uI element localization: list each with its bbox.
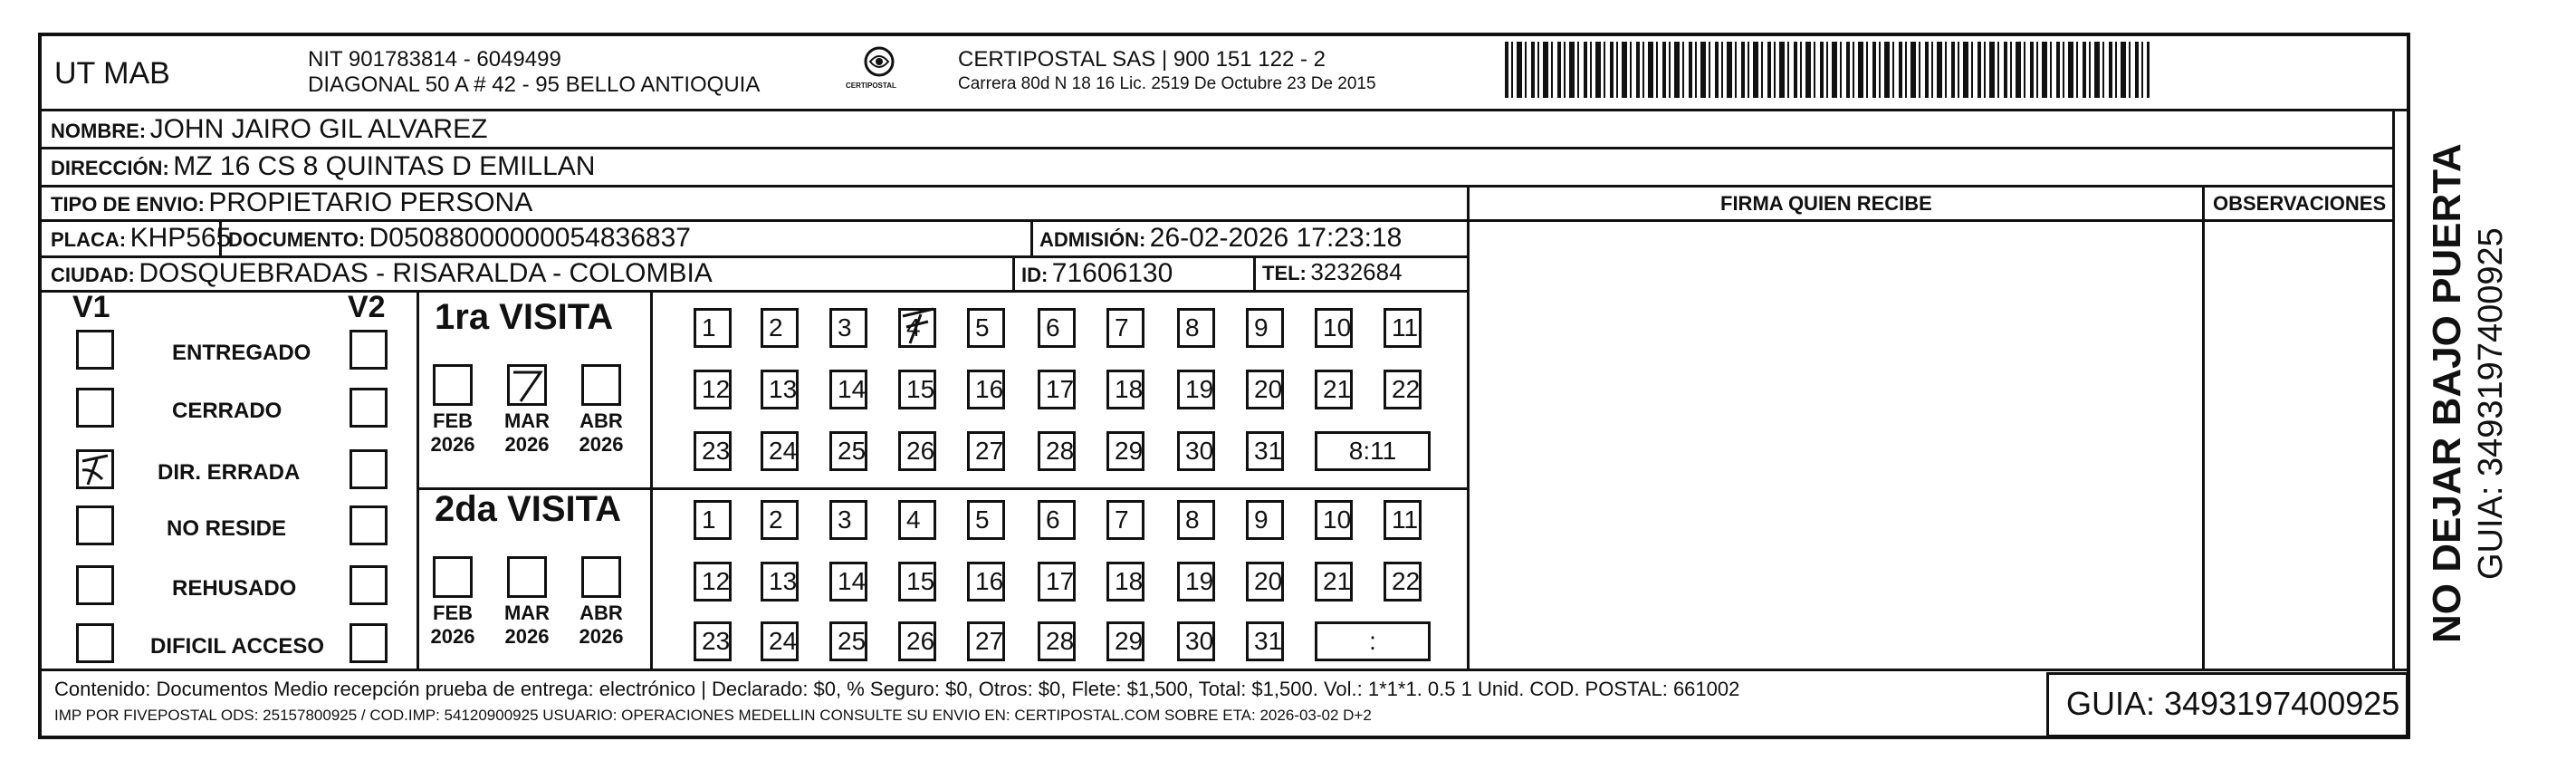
- day-box[interactable]: [1177, 370, 1215, 409]
- status-label: DIR. ERRADA: [158, 460, 301, 485]
- day-box[interactable]: [761, 308, 799, 348]
- v1-checkbox[interactable]: [76, 565, 114, 605]
- documento-value: D05088000000054836837: [369, 223, 691, 253]
- day-number: 11: [1392, 313, 1419, 342]
- day-box[interactable]: [898, 308, 936, 348]
- day-box[interactable]: [1315, 308, 1353, 348]
- day-number: 12: [702, 375, 731, 403]
- month-year: 2026: [579, 625, 624, 648]
- day-number: 20: [1254, 567, 1283, 595]
- logo-text: CERTIPOSTAL: [846, 82, 896, 90]
- v2-checkbox[interactable]: [350, 388, 388, 428]
- month-label: [574, 602, 628, 649]
- day-number: 15: [906, 375, 935, 403]
- v2-checkbox[interactable]: [350, 623, 388, 663]
- day-number: 21: [1323, 567, 1352, 595]
- divider: [40, 669, 2408, 671]
- v2-checkbox[interactable]: [350, 449, 388, 489]
- divider: [1253, 255, 1256, 290]
- barcode: [1505, 42, 2150, 98]
- certipostal-name: CERTIPOSTAL SAS | 900 151 122 - 2: [958, 47, 1326, 72]
- month-name: ABR: [579, 409, 623, 432]
- ciudad-cell: [51, 258, 713, 289]
- day-number: 30: [1185, 437, 1214, 465]
- time-box[interactable]: :: [1315, 621, 1431, 661]
- day-number: 27: [975, 437, 1004, 465]
- id-cell: [1021, 258, 1173, 289]
- day-box[interactable]: [1106, 500, 1144, 540]
- day-box[interactable]: [694, 308, 732, 348]
- admision-value: 26-02-2026 17:23:18: [1149, 223, 1403, 253]
- no-dejar-text: NO DEJAR BAJO PUERTA: [2425, 143, 2469, 643]
- guia-footer: GUIA: 3493197400925: [2066, 685, 2400, 722]
- divider: [417, 290, 419, 669]
- day-box[interactable]: [1246, 500, 1284, 540]
- tel-value: 3232684: [1310, 258, 1403, 285]
- day-number: 31: [1254, 437, 1283, 465]
- day-box[interactable]: [898, 370, 936, 409]
- day-box[interactable]: [967, 308, 1005, 348]
- day-number: 6: [1046, 313, 1060, 342]
- day-number: 22: [1392, 375, 1421, 403]
- day-box[interactable]: [1038, 562, 1076, 602]
- tipo-label: TIPO DE ENVIO:: [51, 193, 205, 216]
- day-box[interactable]: [967, 370, 1005, 409]
- day-box[interactable]: [1384, 500, 1422, 540]
- day-number: 19: [1185, 375, 1214, 403]
- day-number: 19: [1185, 567, 1214, 595]
- divider: [2202, 185, 2205, 670]
- day-box[interactable]: [1246, 370, 1284, 409]
- month-label: [426, 602, 480, 649]
- month-label: [500, 602, 554, 649]
- day-box[interactable]: [898, 621, 936, 661]
- day-number: 31: [1254, 627, 1283, 655]
- tel-label: TEL:: [1262, 262, 1307, 284]
- month-checkbox[interactable]: [507, 556, 547, 598]
- v2-checkbox[interactable]: [350, 565, 388, 605]
- documento-label: DOCUMENTO:: [228, 228, 366, 251]
- day-box[interactable]: [694, 621, 732, 661]
- day-box[interactable]: [1106, 621, 1144, 661]
- direccion-label: DIRECCIÓN:: [51, 157, 169, 179]
- day-number: 7: [1115, 313, 1129, 342]
- month-name: MAR: [503, 409, 551, 432]
- day-box[interactable]: [967, 562, 1005, 602]
- month-year: 2026: [579, 433, 624, 456]
- day-box[interactable]: [1246, 621, 1284, 661]
- day-box[interactable]: [1246, 431, 1284, 471]
- day-box[interactable]: [694, 431, 732, 471]
- time-box[interactable]: 8:11: [1315, 431, 1431, 471]
- day-number: 23: [702, 627, 731, 655]
- day-number: 15: [906, 567, 935, 595]
- day-box[interactable]: [1384, 370, 1422, 409]
- v2-label: V2: [348, 290, 386, 324]
- placa-value: KHP565: [129, 223, 232, 253]
- status-label: DIFICIL ACCESO: [150, 634, 325, 659]
- day-box[interactable]: [1106, 370, 1144, 409]
- day-number: 3: [838, 313, 852, 342]
- company-name: UT MAB: [54, 56, 170, 91]
- status-label: CERRADO: [172, 399, 282, 423]
- day-number: 4: [906, 505, 921, 534]
- day-box[interactable]: [829, 370, 867, 409]
- ciudad-label: CIUDAD:: [51, 264, 135, 286]
- tipo-row: [51, 188, 532, 218]
- day-box[interactable]: [1038, 308, 1076, 348]
- day-number: 9: [1254, 505, 1269, 534]
- day-box[interactable]: [829, 500, 867, 540]
- day-box[interactable]: [694, 370, 732, 409]
- day-number: 5: [975, 505, 990, 534]
- divider: [40, 109, 2408, 111]
- month-checkbox[interactable]: [433, 556, 473, 598]
- certipostal-logo: [846, 43, 902, 98]
- sender-address: DIAGONAL 50 A # 42 - 95 BELLO ANTIOQUIA: [308, 72, 761, 97]
- second-visit-title: 2da VISITA: [435, 489, 621, 529]
- day-number: 7: [1115, 505, 1129, 534]
- day-number: 6: [1046, 505, 1060, 534]
- day-number: 8: [1185, 505, 1200, 534]
- day-box[interactable]: [1384, 562, 1422, 602]
- documento-cell: [228, 223, 691, 254]
- nombre-label: NOMBRE:: [51, 120, 147, 142]
- contenido-text: Contenido: Documentos Medio recepción prueba de entrega: electrónico | Declarado: $0, % Seguro: $0, Otros: $0, Flete: $1,500, Total: $1,500. Vol.: 1*1*1. 0.5 1 Unid. COD. POSTAL: 661002: [54, 678, 1740, 700]
- day-number: 29: [1115, 627, 1144, 655]
- imp-text: IMP POR FIVEPOSTAL ODS: 25157800925 / COD.IMP: 54120900925 USUARIO: OPERACIONES MEDELLIN CONSULTE SU ENVIO EN: CERTIPOSTAL.COM SOBRE ETA: 2026-03-02 D+2: [54, 707, 1372, 724]
- day-number: 29: [1115, 437, 1144, 465]
- month-checkbox[interactable]: [433, 364, 473, 406]
- day-number: 10: [1323, 313, 1352, 342]
- day-box[interactable]: [967, 500, 1005, 540]
- day-box[interactable]: [1038, 500, 1076, 540]
- check-mark-icon: [79, 452, 111, 486]
- day-number: 11: [1392, 505, 1419, 534]
- day-number: 1: [702, 313, 716, 342]
- day-number: 8: [1185, 313, 1200, 342]
- day-number: 4: [906, 313, 921, 342]
- day-box[interactable]: [898, 500, 936, 540]
- v1-checkbox[interactable]: [76, 623, 114, 663]
- day-box[interactable]: [967, 621, 1005, 661]
- divider: [1467, 185, 1470, 670]
- month-name: FEB: [433, 602, 473, 624]
- month-year: 2026: [430, 433, 475, 456]
- v1-checkbox[interactable]: [76, 330, 114, 370]
- ciudad-value: DOSQUEBRADAS - RISARALDA - COLOMBIA: [139, 258, 713, 288]
- day-box[interactable]: [1038, 370, 1076, 409]
- day-number: 21: [1323, 375, 1352, 403]
- tel-cell: [1262, 258, 1403, 286]
- placa-cell: [51, 223, 231, 254]
- day-number: 13: [769, 567, 798, 595]
- day-box[interactable]: [1106, 431, 1144, 471]
- day-box[interactable]: [1246, 562, 1284, 602]
- divider: [40, 290, 1469, 293]
- day-number: 26: [906, 627, 935, 655]
- v1-label: V1: [72, 290, 110, 324]
- day-box[interactable]: [967, 431, 1005, 471]
- v1-checkbox[interactable]: [76, 505, 114, 545]
- tipo-value: PROPIETARIO PERSONA: [208, 188, 533, 217]
- day-box[interactable]: [898, 562, 936, 602]
- day-box[interactable]: [761, 500, 799, 540]
- nombre-row: [51, 114, 487, 145]
- day-number: 24: [769, 437, 798, 465]
- day-number: 25: [838, 437, 867, 465]
- day-number: 2: [769, 313, 783, 342]
- day-number: 18: [1115, 567, 1144, 595]
- first-visit-title: 1ra VISITA: [435, 297, 614, 337]
- day-box[interactable]: [1177, 621, 1215, 661]
- month-checkbox[interactable]: [581, 364, 621, 406]
- v2-checkbox[interactable]: [350, 505, 388, 545]
- day-box[interactable]: [1315, 562, 1353, 602]
- day-number: 5: [975, 313, 990, 342]
- day-box[interactable]: [1246, 308, 1284, 348]
- placa-label: PLACA:: [51, 228, 127, 251]
- day-number: 10: [1323, 505, 1352, 534]
- day-box[interactable]: [761, 370, 799, 409]
- day-box[interactable]: [1384, 308, 1422, 348]
- day-number: 16: [975, 567, 1004, 595]
- day-number: 17: [1046, 375, 1075, 403]
- day-number: 30: [1185, 627, 1214, 655]
- v2-checkbox[interactable]: [350, 330, 388, 370]
- divider: [650, 290, 653, 669]
- month-name: MAR: [503, 602, 551, 624]
- month-label: [574, 409, 628, 457]
- day-number: 20: [1254, 375, 1283, 403]
- day-number: 2: [769, 505, 783, 534]
- day-number: 9: [1254, 313, 1269, 342]
- month-label: [426, 409, 480, 457]
- month-checkbox[interactable]: [581, 556, 621, 598]
- divider: [40, 147, 2392, 149]
- day-number: 17: [1046, 567, 1075, 595]
- day-box[interactable]: [1106, 562, 1144, 602]
- firma-header: FIRMA QUIEN RECIBE: [1720, 192, 1932, 215]
- day-box[interactable]: [694, 562, 732, 602]
- day-box[interactable]: [1038, 431, 1076, 471]
- direccion-row: [51, 151, 595, 182]
- day-box[interactable]: [1106, 308, 1144, 348]
- day-box[interactable]: [1177, 500, 1215, 540]
- day-box[interactable]: [1038, 621, 1076, 661]
- day-box[interactable]: [761, 431, 799, 471]
- day-number: 12: [702, 567, 731, 595]
- nit-text: NIT 901783814 - 6049499: [308, 47, 561, 72]
- admision-cell: [1039, 223, 1402, 254]
- month-year: 2026: [504, 433, 550, 456]
- day-box[interactable]: [1315, 500, 1353, 540]
- check-mark-icon: [510, 367, 544, 403]
- divider: [2392, 109, 2395, 670]
- day-box[interactable]: [829, 431, 867, 471]
- day-number: 3: [838, 505, 852, 534]
- status-label: NO RESIDE: [167, 516, 287, 541]
- month-year: 2026: [430, 625, 475, 648]
- id-label: ID:: [1021, 264, 1049, 286]
- day-number: 25: [838, 627, 867, 655]
- day-number: 14: [838, 375, 867, 403]
- day-box[interactable]: [829, 562, 867, 602]
- day-number: 26: [906, 437, 935, 465]
- day-box[interactable]: [1177, 308, 1215, 348]
- divider: [1030, 219, 1033, 255]
- month-label: [500, 409, 554, 457]
- day-number: 28: [1046, 437, 1075, 465]
- day-box[interactable]: [1177, 431, 1215, 471]
- v1-checkbox[interactable]: [76, 449, 114, 489]
- day-box[interactable]: [829, 308, 867, 348]
- id-value: 71606130: [1051, 258, 1173, 288]
- month-name: FEB: [433, 409, 473, 432]
- day-number: 18: [1115, 375, 1144, 403]
- day-number: 24: [769, 627, 798, 655]
- observaciones-header: OBSERVACIONES: [2213, 192, 2387, 215]
- day-number: 16: [975, 375, 1004, 403]
- month-name: ABR: [579, 602, 623, 624]
- nombre-value: JOHN JAIRO GIL ALVAREZ: [149, 114, 488, 144]
- side-guia-text: GUIA: 3493197400925: [2472, 227, 2510, 580]
- day-box[interactable]: [898, 431, 936, 471]
- day-number: 13: [769, 375, 798, 403]
- month-year: 2026: [504, 625, 550, 648]
- day-box[interactable]: [694, 500, 732, 540]
- day-box[interactable]: [761, 562, 799, 602]
- day-box[interactable]: [1315, 370, 1353, 409]
- direccion-value: MZ 16 CS 8 QUINTAS D EMILLAN: [173, 151, 596, 181]
- day-number: 14: [838, 567, 867, 595]
- day-number: 28: [1046, 627, 1075, 655]
- v1-checkbox[interactable]: [76, 388, 114, 428]
- day-box[interactable]: [1177, 562, 1215, 602]
- day-number: 27: [975, 627, 1004, 655]
- day-number: 1: [702, 505, 716, 534]
- admision-label: ADMISIÓN:: [1039, 228, 1146, 251]
- month-checkbox[interactable]: [507, 364, 547, 406]
- day-number: 22: [1392, 567, 1421, 595]
- status-label: REHUSADO: [172, 576, 297, 601]
- day-box[interactable]: [761, 621, 799, 661]
- day-box[interactable]: [829, 621, 867, 661]
- check-mark-icon: [897, 305, 937, 347]
- divider: [1012, 255, 1015, 290]
- certipostal-license: Carrera 80d N 18 16 Lic. 2519 De Octubre 23 De 2015: [958, 74, 1376, 93]
- status-label: ENTREGADO: [172, 341, 311, 365]
- day-number: 23: [702, 437, 731, 465]
- divider: [40, 219, 2392, 222]
